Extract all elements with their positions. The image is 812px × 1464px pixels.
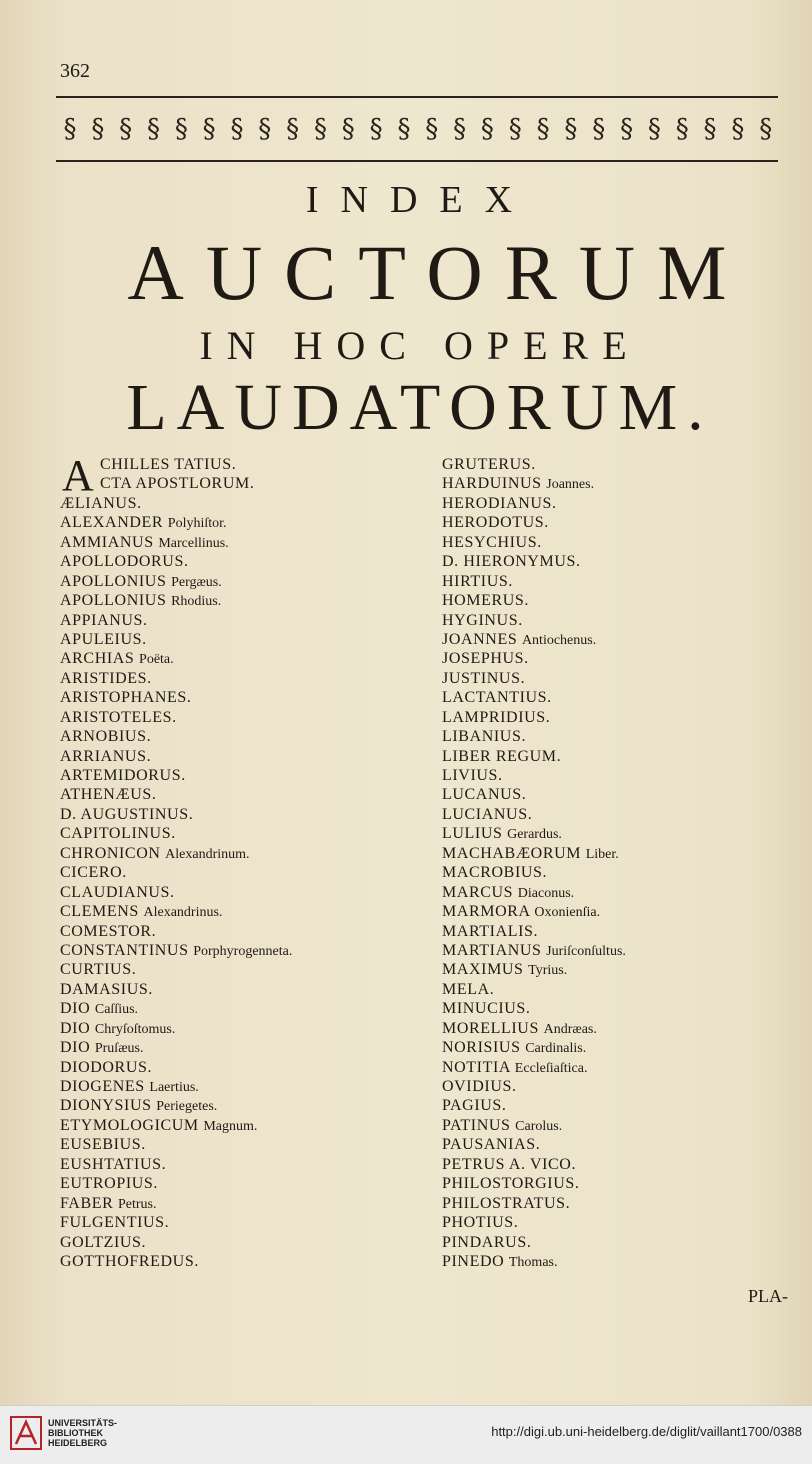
author-qualifier: Chryſoſtomus. — [94, 1021, 176, 1037]
author-name: CLEMENS — [60, 903, 139, 921]
author-entry — [60, 552, 430, 571]
author-entry — [442, 863, 782, 882]
author-entry — [60, 1019, 430, 1038]
author-name: ARTEMIDORUS. — [60, 767, 186, 784]
author-entry — [442, 552, 782, 571]
author-name: ARCHIAS — [60, 650, 135, 668]
author-entry — [60, 1174, 430, 1193]
author-name: GOTTHOFREDUS. — [60, 1252, 199, 1270]
drop-cap: A — [62, 451, 94, 500]
author-entry — [60, 727, 430, 746]
author-entry — [442, 785, 782, 804]
author-name: LIBANIUS. — [442, 728, 527, 746]
author-name: HESYCHIUS. — [442, 533, 542, 551]
author-name: PHOTIUS. — [442, 1214, 519, 1232]
library-name — [48, 1418, 117, 1448]
author-name: APPIANUS. — [60, 611, 148, 629]
author-name: FULGENTIUS. — [60, 1214, 170, 1232]
author-name: APOLLONIUS — [60, 572, 167, 590]
ornament-glyph-icon: § — [313, 114, 325, 144]
author-entry — [60, 688, 430, 707]
ornament-glyph-icon: § — [647, 114, 659, 144]
title-index: INDEX — [305, 179, 535, 221]
author-name: CAPITOLINUS. — [60, 825, 176, 843]
ornament-glyph-icon: § — [63, 114, 75, 144]
author-name: NORISIUS — [442, 1039, 521, 1057]
author-name: D. AUGUSTINUS. — [60, 805, 194, 823]
author-entry — [60, 960, 430, 979]
author-name: CONSTANTINUS — [60, 941, 189, 959]
author-name: DIODORUS. — [60, 1058, 153, 1076]
author-name: LUCIANUS. — [442, 805, 533, 823]
author-entry — [60, 980, 430, 999]
author-entry — [60, 513, 430, 532]
author-qualifier: Carolus. — [515, 1118, 563, 1134]
author-qualifier: Caſſius. — [94, 1002, 139, 1018]
author-entry — [442, 1077, 782, 1096]
author-entry — [60, 1213, 430, 1232]
author-name: LAMPRIDIUS. — [442, 708, 551, 726]
ornament-glyph-icon: § — [174, 114, 186, 144]
author-entry — [442, 669, 782, 688]
library-name-line1: UNIVERSITÄTS- — [48, 1418, 118, 1428]
author-name: APULEIUS. — [60, 630, 147, 648]
author-entry — [60, 824, 430, 843]
author-qualifier: Laertius. — [149, 1080, 199, 1095]
author-name: APOLLONIUS — [60, 592, 167, 610]
author-entry — [442, 727, 782, 746]
author-name: HERODIANUS. — [442, 494, 557, 512]
author-entry — [442, 883, 782, 902]
author-name: CTA APOSTLORUM. — [100, 475, 255, 493]
author-name: OVIDIUS. — [442, 1078, 517, 1095]
author-entry — [60, 708, 430, 727]
author-entry — [442, 1252, 782, 1271]
author-list-left — [60, 451, 430, 1271]
author-list-right — [442, 455, 782, 1271]
ornament-glyph-icon: § — [564, 114, 576, 144]
author-qualifier: Oxonienſia. — [534, 905, 601, 921]
author-entry — [60, 669, 430, 688]
author-name: JOANNES — [442, 630, 518, 648]
author-entry — [442, 960, 782, 979]
author-entry — [442, 747, 782, 766]
author-entry — [60, 1194, 430, 1213]
author-entry — [442, 649, 782, 668]
author-name: CHILLES TATIUS. — [100, 456, 237, 473]
ornament-glyph-icon: § — [703, 114, 715, 144]
library-logo-icon[interactable] — [10, 1416, 42, 1450]
author-name: ARRIANUS. — [60, 747, 152, 765]
author-name: PINEDO — [442, 1252, 505, 1270]
author-name: GOLTZIUS. — [60, 1233, 147, 1251]
author-name: ARNOBIUS. — [60, 728, 152, 746]
ornament-glyph-icon: § — [230, 114, 242, 144]
author-entry — [442, 766, 782, 785]
author-entry — [442, 572, 782, 591]
author-name: PHILOSTRATUS. — [442, 1194, 571, 1212]
ornament-glyph-icon: § — [592, 114, 604, 144]
author-entry — [442, 824, 782, 843]
library-name-line2: BIBLIOTHEK — [48, 1428, 103, 1438]
author-qualifier: Polyhiſtor. — [167, 516, 227, 532]
author-entry — [60, 922, 430, 941]
author-name: MORELLIUS — [442, 1019, 539, 1037]
author-entry — [60, 805, 430, 824]
author-entry — [60, 1116, 430, 1135]
author-name: PAGIUS. — [442, 1097, 507, 1115]
ornament-glyph-icon: § — [341, 114, 353, 144]
author-entry — [60, 999, 430, 1018]
author-name: APOLLODORUS. — [60, 553, 189, 571]
author-name: DIO — [60, 1019, 91, 1037]
ornament-glyph-icon: § — [369, 114, 381, 144]
author-entry — [442, 941, 782, 960]
author-name: PATINUS — [442, 1116, 511, 1134]
author-name: LIVIUS. — [442, 767, 503, 784]
author-name: ATHENÆUS. — [60, 786, 157, 804]
permalink-url[interactable]: http://digi.ub.uni-heidelberg.de/diglit/vaillant1700/0388 — [491, 1424, 802, 1439]
author-entry — [442, 591, 782, 610]
ornament-glyph-icon: § — [202, 114, 214, 144]
author-qualifier: Cardinalis. — [525, 1041, 587, 1057]
ornament-glyph-icon: § — [759, 114, 771, 144]
author-entry — [60, 572, 430, 591]
author-name: LUCANUS. — [442, 786, 527, 804]
author-entry — [60, 863, 430, 882]
author-qualifier: Antiochenus. — [521, 632, 597, 648]
author-entry — [442, 1038, 782, 1057]
author-qualifier: Diaconus. — [517, 885, 575, 901]
author-name: EUTROPIUS. — [60, 1175, 159, 1193]
ornament-glyph-icon: § — [119, 114, 131, 144]
author-entry — [442, 611, 782, 630]
author-entry — [442, 1194, 782, 1213]
author-name: PETRUS A. VICO. — [442, 1155, 577, 1173]
author-name: MACHABÆORUM — [442, 844, 582, 862]
author-entry — [60, 630, 430, 649]
author-name: DIONYSIUS — [60, 1097, 152, 1115]
author-qualifier: Porphyrogenneta. — [193, 943, 293, 959]
author-entry — [442, 1174, 782, 1193]
author-entry — [60, 649, 430, 668]
author-name: HOMERUS. — [442, 592, 530, 610]
author-name: NOTITIA — [442, 1058, 511, 1076]
author-name: CLAUDIANUS. — [60, 883, 175, 901]
author-entry — [60, 1058, 430, 1077]
author-name: HYGINUS. — [442, 611, 523, 629]
ornament-glyph-icon: § — [675, 114, 687, 144]
author-name: JUSTINUS. — [442, 669, 526, 687]
author-name: CHRONICON — [60, 844, 161, 862]
author-name: MELA. — [442, 980, 495, 998]
catchword: PLA- — [748, 1286, 788, 1306]
author-entry — [442, 708, 782, 727]
author-entry — [442, 688, 782, 707]
ornament-glyph-icon: § — [620, 114, 632, 144]
ornament-glyph-icon: § — [91, 114, 103, 144]
author-name: ARISTOPHANES. — [60, 689, 192, 707]
author-name: MACROBIUS. — [442, 864, 548, 882]
author-qualifier: Joannes. — [546, 477, 595, 493]
ornament-bottom-rule — [56, 160, 778, 162]
author-name: ETYMOLOGICUM — [60, 1116, 199, 1134]
author-entry — [60, 1233, 430, 1252]
author-name: EUSHTATIUS. — [60, 1155, 167, 1173]
author-entry — [442, 922, 782, 941]
library-name-line3: HEIDELBERG — [48, 1438, 108, 1448]
ornament-glyph-icon: § — [258, 114, 270, 144]
author-entry — [60, 591, 430, 610]
author-name: MARTIALIS. — [442, 922, 539, 940]
author-entry — [60, 1096, 430, 1115]
author-entry — [442, 980, 782, 999]
author-name: PAUSANIAS. — [442, 1136, 541, 1154]
author-entry — [442, 844, 782, 863]
author-entry — [60, 747, 430, 766]
author-name: AMMIANUS — [60, 533, 154, 551]
title-in-hoc-opere: IN HOC OPERE — [199, 323, 641, 368]
author-entry — [442, 1155, 782, 1174]
author-entry — [60, 941, 430, 960]
ornament-glyph-icon: § — [508, 114, 520, 144]
author-qualifier: Petrus. — [118, 1196, 157, 1212]
author-name: COMESTOR. — [60, 922, 157, 940]
author-name: MARMORA — [442, 903, 530, 921]
author-name: HARDUINUS — [442, 475, 542, 493]
author-entry — [442, 805, 782, 824]
author-name: FABER — [60, 1194, 114, 1212]
author-entry — [60, 1077, 430, 1096]
author-name: MARCUS — [442, 883, 514, 901]
author-entry — [442, 630, 782, 649]
author-name: ARISTIDES. — [60, 669, 152, 687]
author-entry — [60, 1155, 430, 1174]
author-entry — [60, 474, 430, 493]
author-entry — [442, 1116, 782, 1135]
author-name: LIBER REGUM. — [442, 747, 562, 765]
author-name: DIO — [60, 1039, 91, 1057]
author-entry — [442, 474, 782, 493]
author-qualifier: Periegetes. — [156, 1099, 218, 1115]
author-name: PHILOSTORGIUS. — [442, 1175, 580, 1193]
author-name: GRUTERUS. — [442, 456, 536, 473]
author-entry — [60, 455, 430, 474]
author-entry — [60, 1135, 430, 1154]
author-entry — [442, 902, 782, 921]
author-entry — [442, 1213, 782, 1232]
ornament-glyph-icon: § — [731, 114, 743, 144]
author-name: MINUCIUS. — [442, 1000, 531, 1018]
author-name: CURTIUS. — [60, 961, 137, 979]
viewer-footer — [0, 1405, 812, 1464]
ornament-glyph-icon: § — [536, 114, 548, 144]
author-qualifier: Marcellinus. — [158, 535, 229, 551]
title-auctorum: AUCTORUM — [127, 229, 749, 316]
author-entry — [442, 1233, 782, 1252]
author-name: HIRTIUS. — [442, 572, 513, 590]
author-qualifier: Andræas. — [543, 1021, 597, 1037]
author-entry — [442, 533, 782, 552]
author-name: CICERO. — [60, 864, 127, 882]
author-entry — [60, 902, 430, 921]
author-entry — [60, 883, 430, 902]
author-name: EUSEBIUS. — [60, 1136, 146, 1154]
ornament-glyph-icon: § — [453, 114, 465, 144]
author-entry — [60, 844, 430, 863]
author-name: ÆLIANUS. — [60, 494, 142, 512]
author-entry — [442, 1135, 782, 1154]
author-name: JOSEPHUS. — [442, 650, 529, 668]
ornament-glyph-icon: § — [397, 114, 409, 144]
author-name: DIO — [60, 1000, 91, 1018]
author-name: D. HIERONYMUS. — [442, 553, 581, 571]
author-entry — [60, 766, 430, 785]
author-entry — [442, 455, 782, 474]
author-entry — [60, 1038, 430, 1057]
ornament-glyph-icon: § — [480, 114, 492, 144]
author-entry — [442, 1096, 782, 1115]
ornament-glyph-icon: § — [146, 114, 158, 144]
author-name: HERODOTUS. — [442, 514, 549, 532]
author-name: LULIUS — [442, 825, 503, 843]
author-name: MARTIANUS — [442, 941, 542, 959]
author-name: DAMASIUS. — [60, 980, 153, 998]
author-entry — [442, 494, 782, 513]
ornament-band — [56, 96, 778, 162]
page-number: 362 — [60, 60, 90, 82]
author-qualifier: Thomas. — [508, 1254, 558, 1270]
author-entry — [442, 1058, 782, 1077]
author-qualifier: Alexandrinum. — [165, 846, 250, 862]
author-qualifier: Pergæus. — [171, 574, 222, 590]
author-entry — [60, 533, 430, 552]
author-name: MAXIMUS — [442, 961, 524, 979]
author-qualifier: Alexandrinus. — [143, 905, 223, 921]
author-entry — [60, 494, 430, 513]
ornament-glyph-icon: § — [286, 114, 298, 144]
author-entry — [442, 513, 782, 532]
author-qualifier: Poëta. — [139, 652, 174, 668]
author-qualifier: Gerardus. — [507, 827, 562, 843]
author-entry — [442, 1019, 782, 1038]
author-name: PINDARUS. — [442, 1233, 532, 1251]
author-entry — [442, 999, 782, 1018]
ornament-glyph-icon: § — [425, 114, 437, 144]
author-qualifier: Magnum. — [203, 1118, 258, 1134]
author-name: ALEXANDER — [60, 514, 164, 532]
author-name: ARISTOTELES. — [60, 708, 177, 726]
author-qualifier: Tyrius. — [528, 963, 568, 979]
title-laudatorum: LAUDATORUM. — [126, 371, 714, 444]
author-name: LACTANTIUS. — [442, 689, 552, 707]
author-name: DIOGENES — [60, 1078, 145, 1095]
author-qualifier: Juriſconſultus. — [546, 943, 626, 959]
author-qualifier: Eccleſiaſtica. — [514, 1060, 588, 1076]
author-entry — [60, 611, 430, 630]
author-qualifier: Pruſæus. — [94, 1041, 144, 1057]
author-entry — [60, 785, 430, 804]
author-qualifier: Rhodius. — [171, 594, 222, 610]
author-entry — [60, 1252, 430, 1271]
author-qualifier: Liber. — [585, 846, 619, 862]
